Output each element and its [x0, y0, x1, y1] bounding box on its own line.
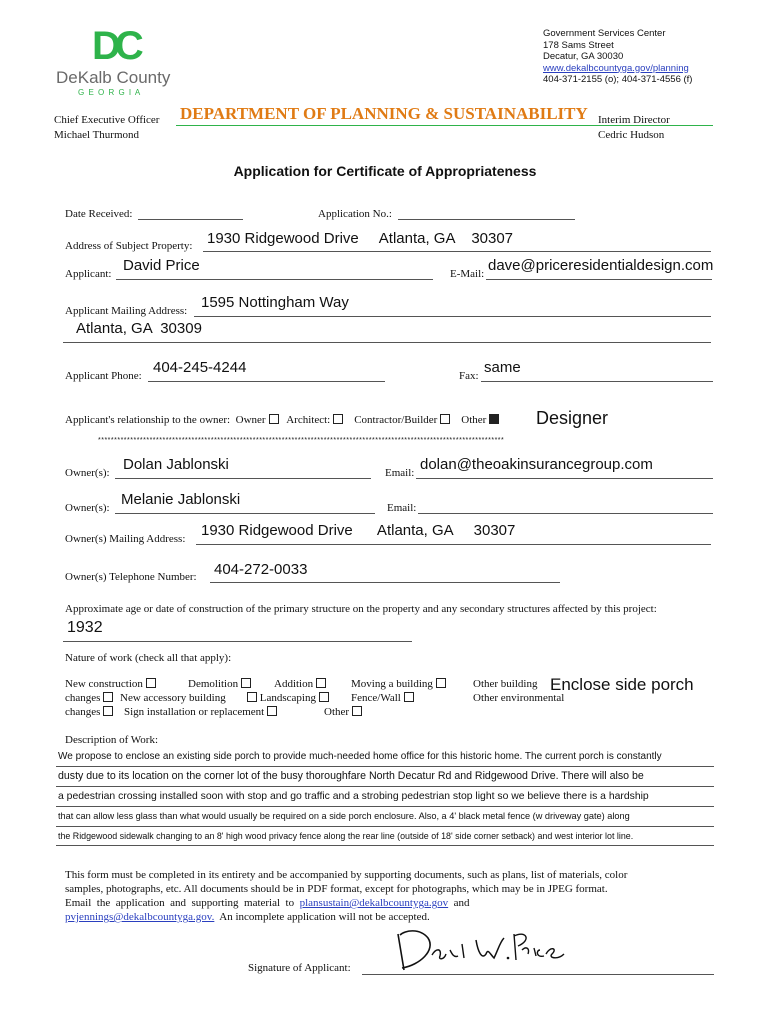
work-other: Other [324, 706, 362, 718]
work-other-environmental: Other environmental [473, 692, 565, 704]
rel-architect-checkbox[interactable] [333, 414, 343, 424]
address-value[interactable]: 1930 Ridgewood Drive Atlanta, GA 30307 [207, 230, 514, 247]
separator-stars: ****************************************************************************************************************************** [98, 437, 505, 444]
phone-label: Applicant Phone: [65, 370, 142, 382]
age-value[interactable]: 1932 [67, 619, 103, 636]
email-value[interactable]: dave@priceresidentialdesign.com [488, 257, 714, 274]
rel-contractor-checkbox[interactable] [440, 414, 450, 424]
mailing-field-line-2 [63, 342, 711, 343]
email-label: E-Mail: [450, 268, 485, 280]
plansustain-email-link[interactable]: plansustain@dekalbcountyga.gov [299, 897, 449, 909]
notice-block [65, 868, 627, 924]
ceo-name: Michael Thurmond [54, 129, 140, 141]
phone-value[interactable]: 404-245-4244 [153, 359, 247, 376]
work-new-construction: New construction [65, 678, 156, 690]
county-name: DeKalb County [56, 68, 171, 87]
owner2-email-label: Email: [387, 502, 417, 514]
owner-mailing-value[interactable]: 1930 Ridgewood Drive Atlanta, GA 30307 [201, 522, 516, 539]
logo-mark [92, 24, 138, 69]
application-no-field[interactable] [398, 219, 575, 220]
director-title: Interim Director [598, 114, 670, 126]
description-line-4[interactable]: that can allow less glass than what would usually be required on a side porch enclosure. Also, a 4' black metal fence (w driveway gate) along [58, 811, 630, 821]
description-rule-3 [56, 806, 714, 807]
mailing-line-1[interactable]: 1595 Nottingham Way [201, 294, 349, 311]
nature-label: Nature of work (check all that apply): [65, 652, 232, 664]
work-fence: Fence/Wall [351, 692, 414, 704]
owner1-value[interactable]: Dolan Jablonski [123, 456, 229, 473]
description-rule-4 [56, 826, 714, 827]
rel-other-label: Other [461, 414, 487, 426]
director-name: Cedric Hudson [598, 129, 665, 141]
age-field-line [63, 641, 412, 642]
county-state: G E O R G I A [78, 88, 142, 97]
notice-line-2: samples, photographs, etc. All documents should be in PDF format, except for photographs, which may be in JPEG format. [65, 883, 608, 895]
description-line-1[interactable]: We propose to enclose an existing side porch to provide much-needed home office for this historic home. The current porch is constantly [58, 751, 662, 762]
office-address [543, 28, 692, 86]
ceo-title: Chief Executive Officer [54, 114, 160, 126]
mailing-label: Applicant Mailing Address: [65, 305, 188, 317]
work-demolition: Demolition [188, 678, 251, 690]
owner1-email-field-line [416, 478, 713, 479]
owner-phone-label: Owner(s) Telephone Number: [65, 571, 197, 583]
owner1-email-label: Email: [385, 467, 415, 479]
work-sign-checkbox[interactable] [267, 706, 277, 716]
owner2-email-field[interactable] [418, 513, 713, 514]
notice-line-1: This form must be completed in its entirety and be accompanied by supporting documents, such as plans, list of materials, color [65, 869, 628, 881]
logo-letters: DC [92, 24, 138, 68]
address-line-3: Decatur, GA 30030 [543, 51, 624, 62]
rel-owner-label: Owner [235, 414, 266, 426]
work-new-construction-checkbox[interactable] [146, 678, 156, 688]
work-sign: Sign installation or replacement [124, 706, 277, 718]
mailing-line-2[interactable]: Atlanta, GA 30309 [76, 320, 202, 337]
work-landscaping-before-checkbox[interactable] [247, 692, 257, 702]
relationship-row [65, 414, 499, 426]
mailing-field-line-1 [194, 316, 711, 317]
work-accessory: New accessory building [120, 692, 226, 704]
work-moving: Moving a building [351, 678, 446, 690]
work-landscaping-checkbox[interactable] [319, 692, 329, 702]
signature-label: Signature of Applicant: [248, 962, 351, 974]
owner-phone-field-line [210, 582, 560, 583]
work-fence-checkbox[interactable] [404, 692, 414, 702]
work-moving-checkbox[interactable] [436, 678, 446, 688]
owner1-email-value[interactable]: dolan@theoakinsurancegroup.com [420, 456, 653, 473]
address-line-1: Government Services Center [543, 28, 666, 39]
fax-value[interactable]: same [484, 359, 521, 376]
rel-other-checkbox[interactable] [489, 414, 499, 424]
work-other-checkbox[interactable] [352, 706, 362, 716]
date-received-label: Date Received: [65, 208, 133, 220]
form-title: Application for Certificate of Appropriateness [233, 163, 537, 179]
website-link[interactable]: www.dekalbcountyga.gov/planning [543, 62, 689, 74]
owner2-value[interactable]: Melanie Jablonski [121, 491, 241, 508]
work-demolition-checkbox[interactable] [241, 678, 251, 688]
rel-other-value[interactable]: Designer [536, 408, 609, 428]
office-phones: 404-371-2155 (o); 404-371-4556 (f) [543, 74, 693, 85]
work-changes-2: changes [65, 706, 113, 718]
relationship-label: Applicant's relationship to the owner: [65, 414, 231, 426]
fax-label: Fax: [459, 370, 479, 382]
owner-mailing-label: Owner(s) Mailing Address: [65, 533, 186, 545]
rel-contractor-label: Contractor/Builder [354, 414, 438, 426]
description-label: Description of Work: [65, 734, 159, 746]
address-label: Address of Subject Property: [65, 240, 193, 252]
work-accessory-checkbox[interactable] [103, 692, 113, 702]
applicant-value[interactable]: David Price [123, 257, 200, 274]
county-logo [54, 24, 174, 104]
work-other-value[interactable]: Enclose side porch [550, 675, 694, 694]
age-label: Approximate age or date of construction of the primary structure on the property and any secondary structures affected by this project: [65, 603, 657, 615]
address-line-2: 178 Sams Street [543, 39, 614, 51]
fax-field-line [481, 381, 713, 382]
work-other-building: Other building [473, 678, 538, 690]
date-received-field[interactable] [138, 219, 243, 220]
applicant-field-line [116, 279, 433, 280]
work-sign-checkbox-pre[interactable] [103, 706, 113, 716]
description-rule-1 [56, 766, 714, 767]
work-addition-checkbox[interactable] [316, 678, 326, 688]
owner2-label: Owner(s): [65, 502, 110, 514]
phone-field-line [148, 381, 385, 382]
notice-line-4: pvjennings@dekalbcountyga.gov. An incomplete application will not be accepted. [65, 911, 430, 923]
owner2-field-line [115, 513, 375, 514]
address-field-line [203, 251, 711, 252]
work-addition: Addition [274, 678, 326, 690]
work-landscaping: Landscaping [244, 692, 329, 704]
description-line-3[interactable]: a pedestrian crossing installed soon with stop and go traffic and a strobing pedestrian stop light so we believe there is a hardship [58, 791, 649, 802]
owner-phone-value[interactable]: 404-272-0033 [214, 561, 308, 578]
owner1-field-line [115, 478, 371, 479]
applicant-label: Applicant: [65, 268, 112, 280]
pvjennings-email-link[interactable]: pvjennings@dekalbcountyga.gov. [65, 911, 215, 923]
work-changes-1: changes [65, 692, 113, 704]
application-no-label: Application No.: [318, 208, 392, 220]
owner-mailing-field-line [196, 544, 711, 545]
notice-line-3: Email the application and supporting material to plansustain@dekalbcountyga.gov and [65, 897, 470, 909]
description-rule-5 [56, 845, 714, 846]
description-line-2[interactable]: dusty due to its location on the corner lot of the busy thoroughfare North Decatur Rd and Ridgewood Drive. There will also be [58, 770, 644, 782]
department-title: DEPARTMENT OF PLANNING & SUSTAINABILITY [180, 104, 588, 123]
description-rule-2 [56, 786, 714, 787]
rel-owner-checkbox[interactable] [269, 414, 279, 424]
email-field-line [486, 279, 712, 280]
owner1-label: Owner(s): [65, 467, 110, 479]
description-line-5[interactable]: the Ridgewood sidewalk changing to an 8' high wood privacy fence along the rear line (outside of 18' side corner setback) and west interior lot line. [58, 831, 634, 841]
signature-image [380, 920, 580, 980]
rel-architect-label: Architect: [286, 414, 331, 426]
